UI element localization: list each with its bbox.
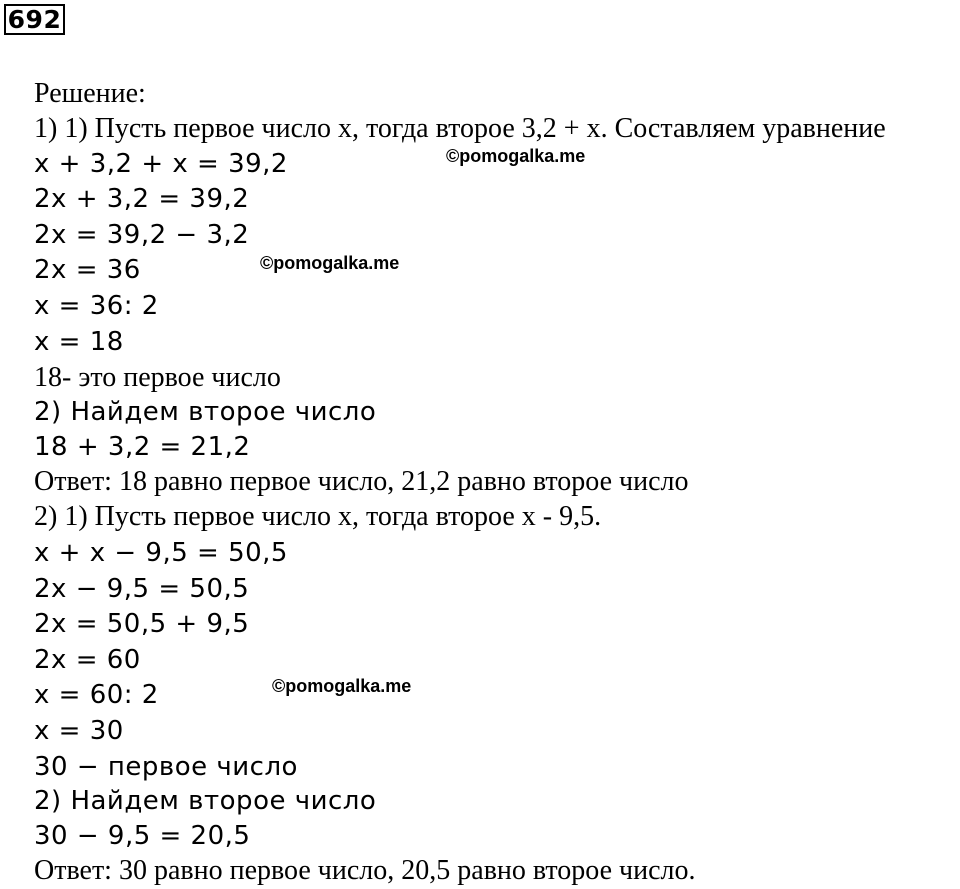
equation-line: 2x + 3,2 = 39,2 (34, 184, 250, 214)
watermark: ©pomogalka.me (446, 146, 586, 166)
equation-line: 2x = 50,5 + 9,5 (34, 609, 250, 639)
equation-line: 30 − 9,5 = 20,5 (34, 821, 251, 851)
text-line: 1) 1) Пусть первое число x, тогда второе 3,2 + x. Составляем уравнение (34, 113, 886, 144)
text-line: 30 − первое число (34, 752, 298, 782)
text-line: 2) 1) Пусть первое число x, тогда второе x - 9,5. (34, 501, 602, 532)
watermark: ©pomogalka.me (272, 676, 412, 696)
answer-line: Ответ: 30 равно первое число, 20,5 равно второе число. (34, 855, 696, 886)
equation-line: 2x − 9,5 = 50,5 (34, 574, 250, 604)
equation-line: x = 60: 2 (34, 680, 159, 710)
equation-line: x + 3,2 + x = 39,2 (34, 149, 288, 179)
equation-line: x = 18 (34, 327, 124, 357)
text-line: 2) Найдем второе число (34, 397, 377, 427)
text-line: 2) Найдем второе число (34, 786, 377, 816)
solution-label: Решение: (34, 78, 146, 109)
equation-line: 2x = 39,2 − 3,2 (34, 220, 250, 250)
equation-line: x = 36: 2 (34, 291, 159, 321)
answer-line: Ответ: 18 равно первое число, 21,2 равно второе число (34, 466, 689, 497)
text-line: 18- это первое число (34, 362, 281, 393)
task-number-box: 692 (4, 4, 65, 35)
equation-line: 18 + 3,2 = 21,2 (34, 432, 251, 462)
equation-line: x + x − 9,5 = 50,5 (34, 538, 288, 568)
equation-line: 2x = 60 (34, 645, 141, 675)
equation-line: 2x = 36 (34, 255, 141, 285)
equation-line: x = 30 (34, 716, 124, 746)
watermark: ©pomogalka.me (260, 253, 400, 273)
